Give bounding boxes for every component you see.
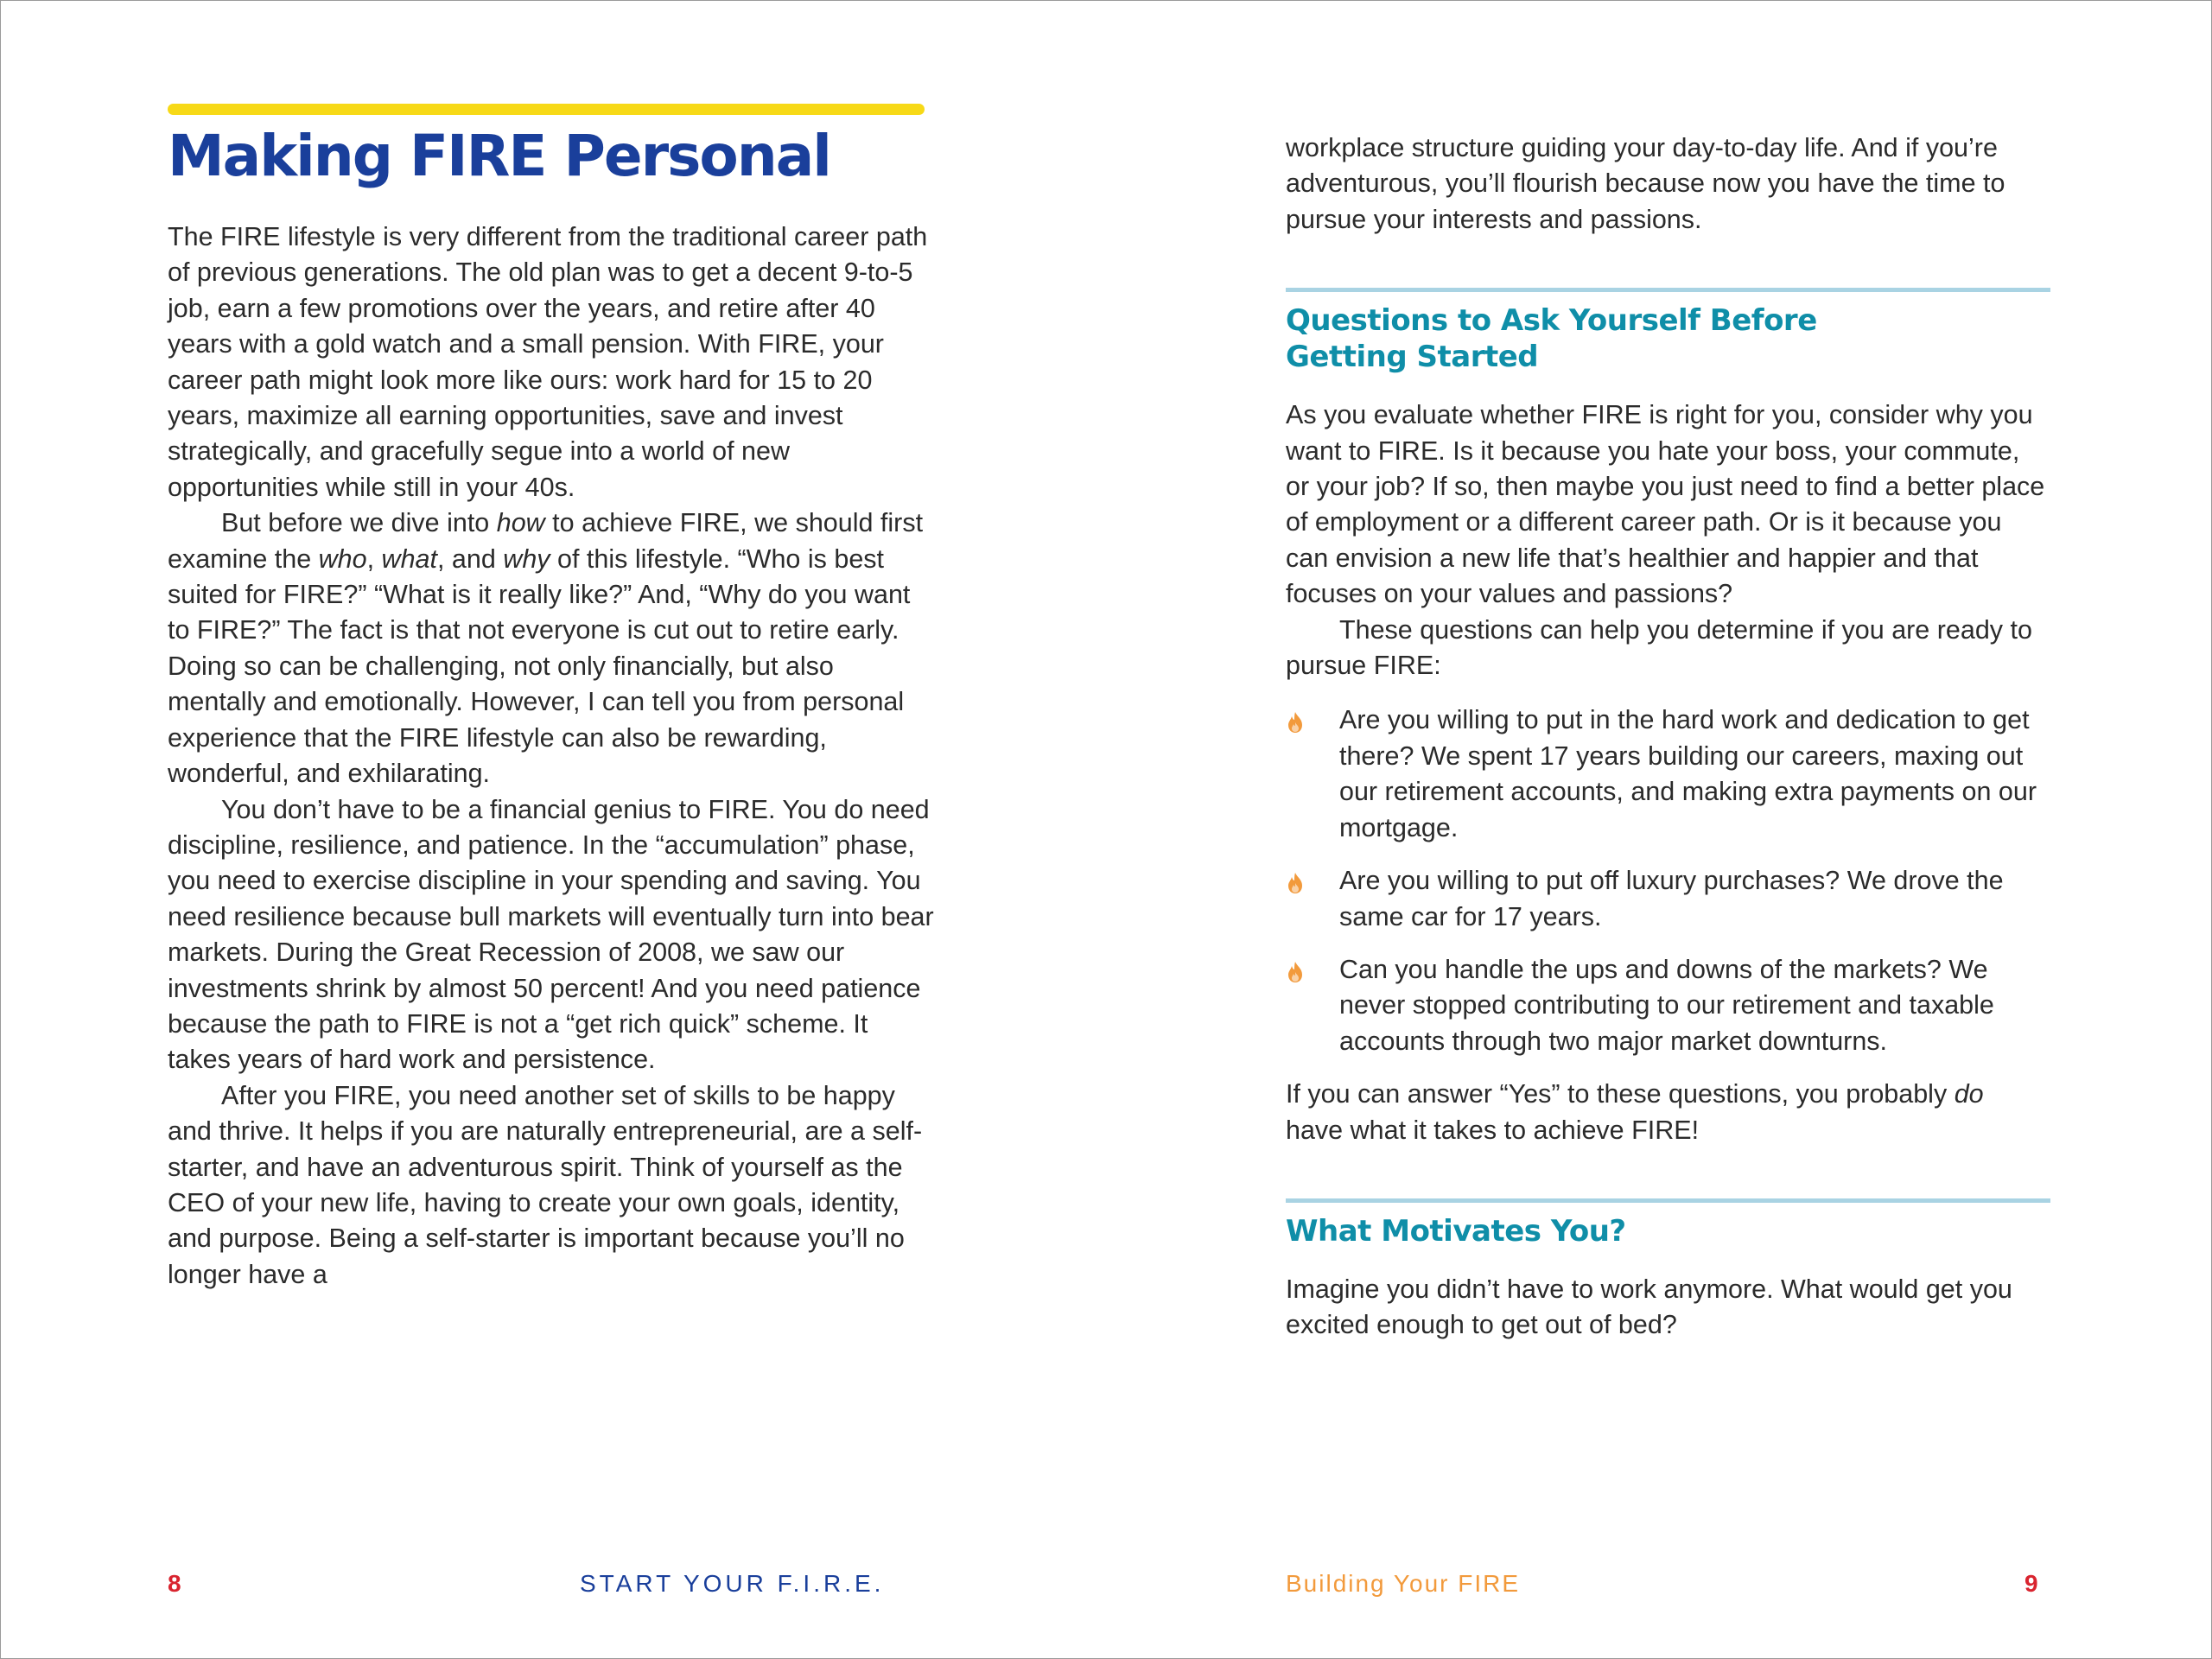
left-page bbox=[1, 1, 1106, 1658]
paragraph: You don’t have to be a financial genius to FIRE. You do need discipline, resilience, and patience. In the “accumulation” phase, you need to exercise discipline in your spending and saving. You need resilience because bull markets will eventually turn into bear markets. During the Great Recession of 2008, we saw our investments shrink by almost 50 percent! And you need patience because the path to FIRE is not a “get rich quick” scheme. It takes years of hard work and persistence. bbox=[168, 794, 934, 1075]
list-item: Are you willing to put in the hard work and dedication to get there? We spent 17 years building our careers, maxing out our retirement accounts, and making extra payments on our mortgage. bbox=[1286, 702, 2046, 846]
continuation-paragraph: workplace structure guiding your day-to-day life. And if you’re adventurous, you’ll flourish because now you have the time to pursue your interests and passions. bbox=[1286, 133, 2005, 234]
running-head: START YOUR F.I.R.E. bbox=[580, 1570, 885, 1597]
paragraph: But before we dive into how to achieve FIRE, we should first examine the who, what, and why of this lifestyle. “Who is best suited for FIRE?” “What is it really like?” And, “Why do you want to FIRE?” The fact is that not everyone is cut out to retire early. Doing so can be challenging, not only financially, but also mentally and emotionally. However, I can tell you from personal experience that the FIRE lifestyle can also be rewarding, wonderful, and exhilarating. bbox=[168, 508, 924, 789]
list-item: Can you handle the ups and downs of the markets? We never stopped contributing to our retirement and taxable accounts through two major market downturns. bbox=[1286, 952, 2046, 1059]
section-heading: What Motivates You? bbox=[1286, 1213, 1626, 1249]
page-number: 9 bbox=[2024, 1570, 2038, 1597]
section-rule bbox=[1286, 288, 2050, 292]
paragraph: As you evaluate whether FIRE is right for you, consider why you want to FIRE. Is it because you hate your boss, your commute, or your job? If so, then maybe you just need to find a better place of employment or a different career path. Or is it because you can envision a new life that’s healthier and happier and that focuses on your values and passions? bbox=[1286, 400, 2045, 609]
paragraph: The FIRE lifestyle is very different from the traditional career path of previous generations. The old plan was to get a decent 9-to-5 job, earn a few promotions over the years, and retire after 40 years with a gold watch and a small pension. With FIRE, your career path might look more like ours: work hard for 15 to 20 years, maximize all earning opportunities, save and invest strategically, and gracefully segue into a world of new opportunities while still in your 40s. bbox=[168, 222, 928, 502]
left-body-column bbox=[168, 219, 937, 1293]
page-title: Making FIRE Personal bbox=[168, 123, 830, 189]
paragraph: After you FIRE, you need another set of skills to be happy and thrive. It helps if you are naturally entrepreneurial, are a self-starter, and have an adventurous spirit. Think of yourself as the CEO of your new life, having to create your own goals, identity, and purpose. Being a self-starter is important because you’ll no longer have a bbox=[168, 1080, 923, 1289]
flame-icon bbox=[1286, 961, 1305, 983]
right-page bbox=[1106, 1, 2211, 1658]
flame-icon bbox=[1286, 711, 1305, 734]
closing-paragraph: If you can answer “Yes” to these questions, you probably do have what it takes to achieve FIRE! bbox=[1286, 1079, 1984, 1145]
question-list bbox=[1286, 702, 2046, 1059]
right-body-column bbox=[1286, 130, 2046, 1344]
page-number: 8 bbox=[168, 1570, 181, 1597]
flame-icon bbox=[1286, 872, 1305, 894]
list-item: Are you willing to put off luxury purchases? We drove the same car for 17 years. bbox=[1286, 863, 2046, 935]
running-head: Building Your FIRE bbox=[1286, 1570, 1521, 1597]
title-accent-bar bbox=[168, 104, 925, 115]
paragraph: Imagine you didn’t have to work anymore. What would get you excited enough to get out of bed? bbox=[1286, 1274, 2012, 1340]
section-heading: Questions to Ask Yourself Before Getting Started bbox=[1286, 303, 1817, 375]
paragraph: These questions can help you determine if you are ready to pursue FIRE: bbox=[1286, 614, 2032, 681]
section-rule bbox=[1286, 1198, 2050, 1203]
